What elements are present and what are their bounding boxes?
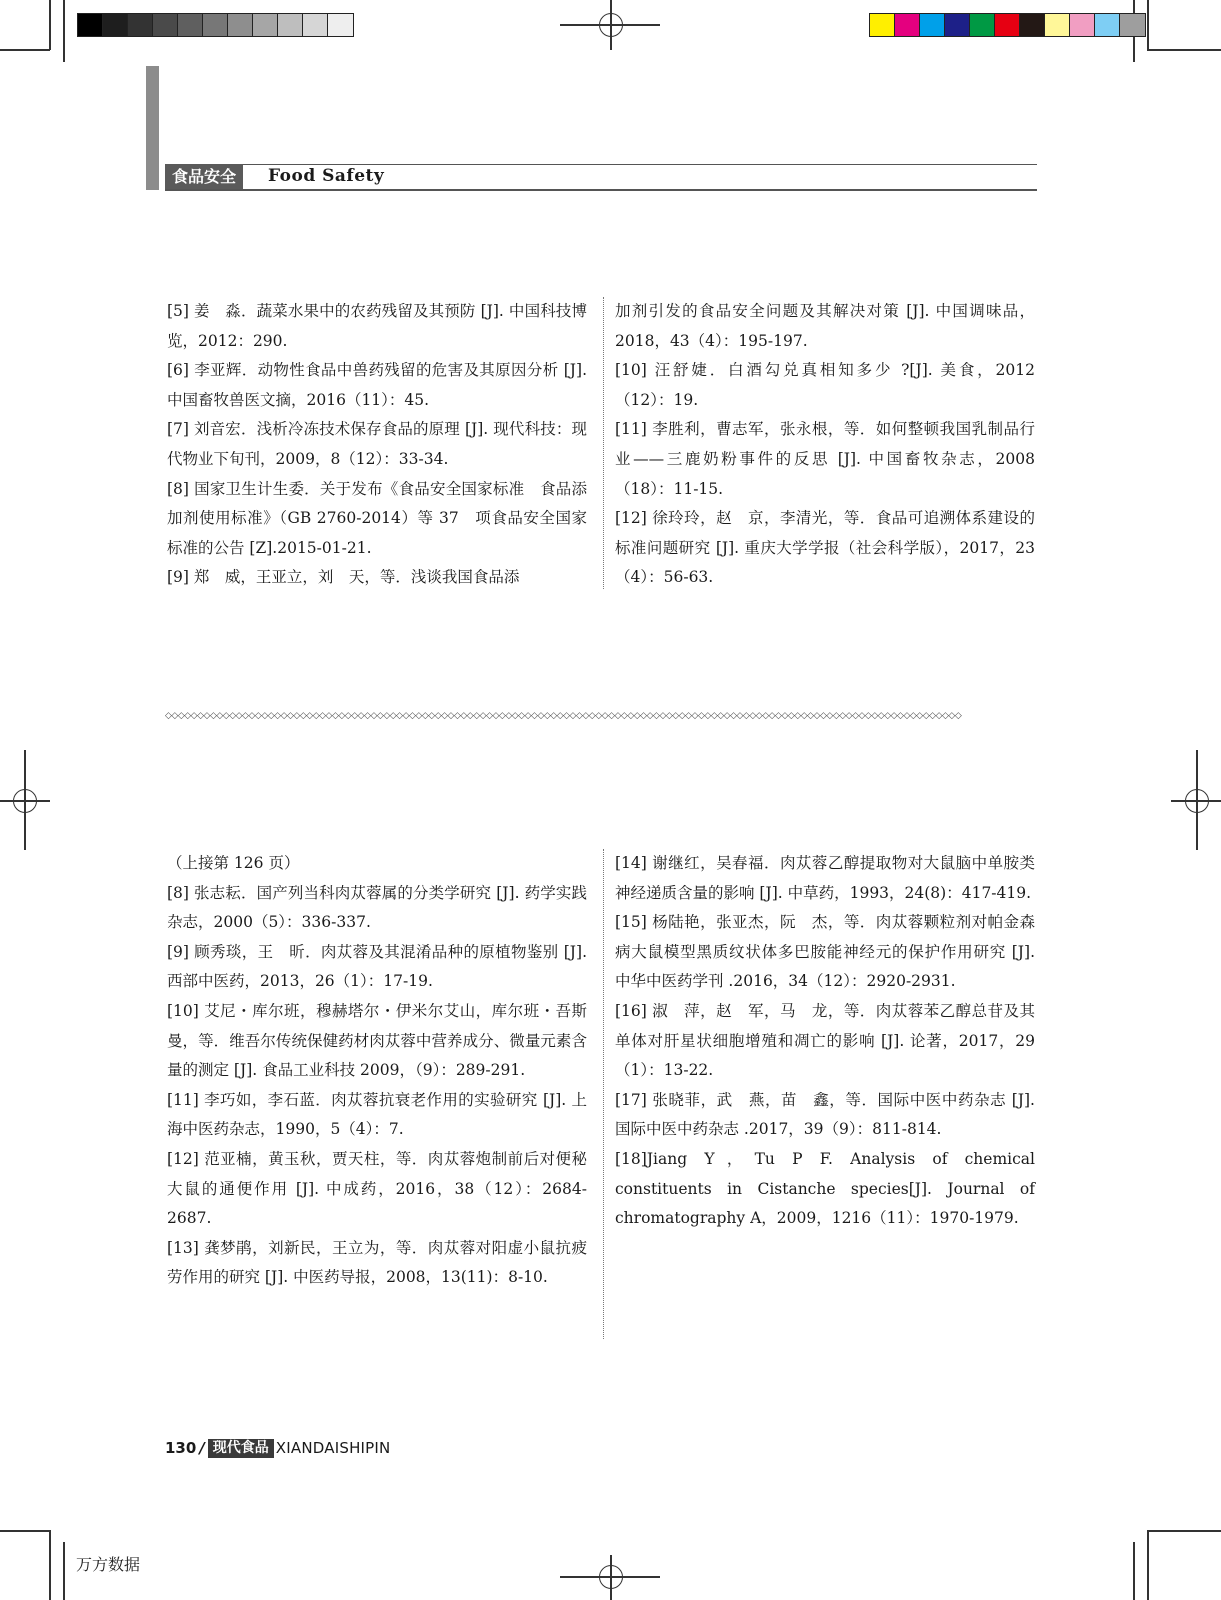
- reference-entry: [12] 范亚楠，黄玉秋，贾天柱，等．肉苁蓉炮制前后对便秘大鼠的通便作用 [J]. 中成药，2016，38（12）：2684-2687.: [167, 1149, 587, 1228]
- reference-entry: [9] 顾秀琰，王 昕．肉苁蓉及其混淆品种的原植物鉴别 [J]. 西部中医药，2013，26（1）：17-19.: [167, 942, 587, 991]
- section-title-en: Food Safety: [268, 166, 385, 186]
- magazine-name-cn: 现代食品: [208, 1439, 274, 1458]
- reference-entry: [7] 刘音宏．浅析冷冻技术保存食品的原理 [J]. 现代科技：现代物业下旬刊，2009，8（12）：33-34.: [167, 420, 587, 468]
- references-top-right: [615, 297, 1035, 593]
- color-swatch: [178, 14, 203, 36]
- reference-entry: [12] 徐玲玲，赵 京，李清光，等．食品可追溯体系建设的标准问题研究 [J]. 重庆大学学报（社会科学版），2017，23（4）：56-63.: [615, 509, 1035, 587]
- references-bottom-left: [167, 849, 587, 1293]
- reference-entry: [15] 杨陆艳，张亚杰，阮 杰，等．肉苁蓉颗粒剂对帕金森病大鼠模型黑质纹状体多巴胺能神经元的保护作用研究 [J]. 中华中医药学刊 .2016，34（12）：2920-2931.: [615, 913, 1035, 991]
- column-divider-top: [603, 297, 604, 589]
- references-top-left: [167, 297, 587, 593]
- page-footer: [165, 1438, 390, 1458]
- color-swatch: [995, 14, 1020, 36]
- section-separator: ◇◇◇◇◇◇◇◇◇◇◇◇◇◇◇◇◇◇◇◇◇◇◇◇◇◇◇◇◇◇◇◇◇◇◇◇◇◇◇◇◇◇◇◇◇◇◇◇◇◇◇◇◇◇◇◇◇◇◇◇◇◇◇◇◇◇◇◇◇◇◇◇◇◇◇◇◇◇◇◇◇◇◇◇◇◇◇◇◇◇◇◇◇◇◇◇◇◇◇◇◇◇◇◇◇◇◇◇◇◇◇◇◇◇◇◇◇◇◇◇◇◇◇◇: [165, 711, 962, 721]
- grayscale-bar: [77, 13, 354, 37]
- column-divider-bottom: [603, 849, 604, 1339]
- color-swatch: [1045, 14, 1070, 36]
- section-title-cn: 食品安全: [165, 164, 243, 189]
- color-swatch: [945, 14, 970, 36]
- reference-entry: [10] 汪舒婕．白酒勾兑真相知多少 ?[J]. 美食，2012（12）：19.: [615, 361, 1035, 409]
- header-rule-bottom: [165, 189, 1037, 191]
- color-swatch: [328, 14, 353, 36]
- reference-entry: （上接第 126 页）: [167, 854, 300, 872]
- reference-entry: [8] 张志耘．国产列当科肉苁蓉属的分类学研究 [J]. 药学实践杂志，2000（5）：336-337.: [167, 883, 587, 932]
- color-swatch: [303, 14, 328, 36]
- reference-entry: [10] 艾尼・库尔班，穆赫塔尔・伊米尔艾山，库尔班・吾斯曼，等．维吾尔传统保健药材肉苁蓉中营养成分、微量元素含量的测定 [J]. 食品工业科技 2009，（9）：289-291.: [167, 1001, 587, 1080]
- color-swatch: [970, 14, 995, 36]
- magazine-name-pinyin: XIANDAISHIPIN: [275, 1439, 391, 1457]
- color-swatch: [203, 14, 228, 36]
- references-bottom-right: [615, 849, 1035, 1234]
- color-swatch: [253, 14, 278, 36]
- color-swatch: [128, 14, 153, 36]
- color-swatch: [920, 14, 945, 36]
- color-swatch: [1095, 14, 1120, 36]
- reference-entry: [14] 谢继红，吴春福．肉苁蓉乙醇提取物对大鼠脑中单胺类神经递质含量的影响 [J]. 中草药，1993，24(8)：417-419.: [615, 854, 1035, 902]
- reference-entry: [5] 姜 淼．蔬菜水果中的农药残留及其预防 [J]. 中国科技博览，2012：290.: [167, 302, 587, 350]
- color-swatch: [895, 14, 920, 36]
- reference-entry: 加剂引发的食品安全问题及其解决对策 [J]. 中国调味品，2018，43（4）：195-197.: [615, 302, 1035, 350]
- color-swatch: [1120, 14, 1145, 36]
- reference-entry: [8] 国家卫生计生委．关于发布《食品安全国家标准 食品添加剂使用标准》（GB 2760-2014）等 37 项食品安全国家标准的公告 [Z].2015-01-21.: [167, 479, 587, 557]
- color-swatch: [228, 14, 253, 36]
- color-swatch: [278, 14, 303, 36]
- color-swatch: [103, 14, 128, 36]
- footer-slash: /: [199, 1439, 205, 1457]
- reference-entry: [13] 龚梦鹃，刘新民，王立为，等．肉苁蓉对阳虚小鼠抗疲劳作用的研究 [J]. 中医药导报，2008，13(11)：8-10.: [167, 1238, 587, 1287]
- color-calibration-bar: [869, 13, 1146, 37]
- reference-entry: [9] 郑 威，王亚立，刘 天，等．浅谈我国食品添: [167, 568, 520, 587]
- color-swatch: [78, 14, 103, 36]
- page-number: 130: [165, 1439, 197, 1457]
- reference-entry: [17] 张晓菲，武 燕，苗 鑫，等．国际中医中药杂志 [J]. 国际中医中药杂志 .2017，39（9）：811-814.: [615, 1090, 1035, 1139]
- color-swatch: [870, 14, 895, 36]
- reference-entry: [11] 李胜利，曹志军，张永根，等．如何整顿我国乳制品行业——三鹿奶粉事件的反思 [J]. 中国畜牧杂志，2008（18）：11-15.: [615, 420, 1035, 498]
- color-swatch: [153, 14, 178, 36]
- color-swatch: [1070, 14, 1095, 36]
- reference-entry: [6] 李亚辉．动物性食品中兽药残留的危害及其原因分析 [J]. 中国畜牧兽医文摘，2016（11）：45.: [167, 361, 587, 409]
- database-watermark: 万方数据: [76, 1555, 141, 1574]
- reference-entry: [16] 淑 萍，赵 军，马 龙，等．肉苁蓉苯乙醇总苷及其单体对肝星状细胞增殖和凋亡的影响 [J]. 论著，2017，29（1）：13-22.: [615, 1001, 1035, 1080]
- color-swatch: [1020, 14, 1045, 36]
- reference-entry: [11] 李巧如，李石蓝．肉苁蓉抗衰老作用的实验研究 [J]. 上海中医药杂志，1990，5（4）：7.: [167, 1090, 587, 1139]
- reference-entry: [18]Jiang Y，Tu P F. Analysis of chemical constituents in Cistanche species[J]. Journal of chromatography A，2009，1216（11）：1970-1979.: [615, 1149, 1035, 1228]
- header-accent-bar: [146, 66, 159, 190]
